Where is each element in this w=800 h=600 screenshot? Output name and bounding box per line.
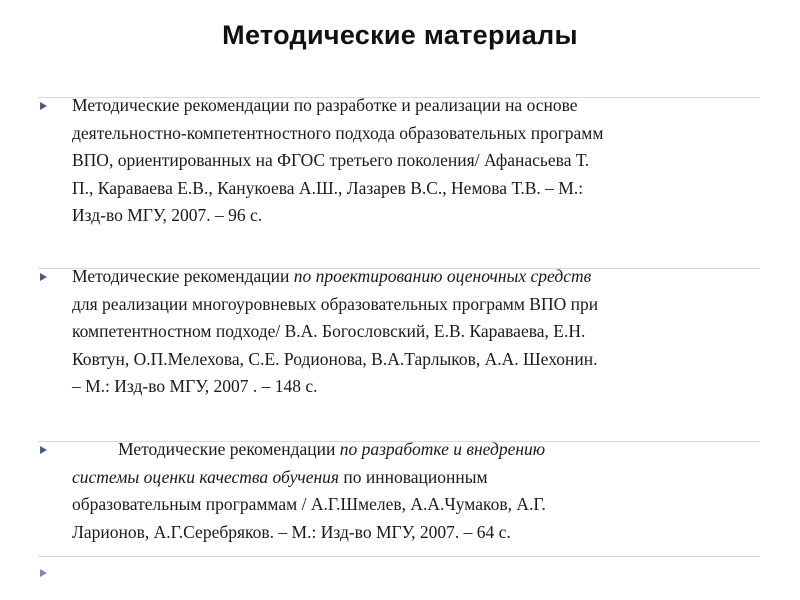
- entry-3-line-4: Ларионов, А.Г.Серебряков. – М.: Изд-во МГУ, 2007. – 64 с.: [72, 521, 511, 542]
- entry-3-line-1-text: Методические рекомендации: [118, 439, 340, 459]
- entry-2-line-1-italic: по проектированию оценочных средств: [293, 266, 592, 286]
- reference-entry-1: [72, 92, 762, 230]
- bullet-arrow-icon: [40, 102, 47, 110]
- bullet-arrow-icon: [40, 446, 47, 454]
- reference-entry-3: [72, 436, 762, 546]
- entry-3-line-3: образовательным программам / А.Г.Шмелев, А.А.Чумаков, А.Г.: [72, 494, 546, 514]
- reference-entry-2: [72, 263, 762, 401]
- slide-title: Методические материалы: [222, 20, 578, 50]
- entry-2-line-1-text: Методические рекомендации: [72, 266, 294, 286]
- entry-2-line-4: Ковтун, О.П.Мелехова, С.Е. Родионова, В.А.Тарлыков, А.А. Шехонин.: [72, 348, 598, 369]
- entry-3-line-1-italic: по разработке и внедрению: [339, 439, 546, 459]
- entry-2-line-1: [72, 263, 762, 291]
- bullet-arrow-icon: [40, 273, 47, 281]
- entry-2-line-2: для реализации многоуровневых образовательных программ ВПО при: [72, 293, 599, 314]
- entry-2-line-3: компетентностном подходе/ В.А. Богословский, Е.В. Караваева, Е.Н.: [72, 321, 586, 341]
- entry-1-line-5: Изд-во МГУ, 2007. – 96 с.: [72, 205, 263, 225]
- entry-1-line-1: Методические рекомендации по разработке и реализации на основе: [72, 95, 578, 115]
- entry-1-line-2: деятельностно-компетентностного подхода образовательных программ: [72, 122, 604, 143]
- entry-1-line-4: П., Караваева Е.В., Канукоева А.Ш., Лазарев В.С., Немова Т.В. – М.:: [72, 177, 584, 198]
- entry-3-line-1: [72, 436, 762, 464]
- entry-3-line-2-text: по инновационным: [339, 466, 488, 487]
- divider: [38, 556, 760, 557]
- entry-3-line-2-italic: системы оценки качества обучения: [72, 466, 340, 487]
- bullet-arrow-icon: [40, 569, 47, 577]
- entry-1-line-3: ВПО, ориентированных на ФГОС третьего поколения/ Афанасьева Т.: [72, 150, 590, 170]
- entry-2-line-5: – М.: Изд-во МГУ, 2007 . – 148 с.: [72, 376, 318, 396]
- entry-3-line-2: [72, 464, 762, 492]
